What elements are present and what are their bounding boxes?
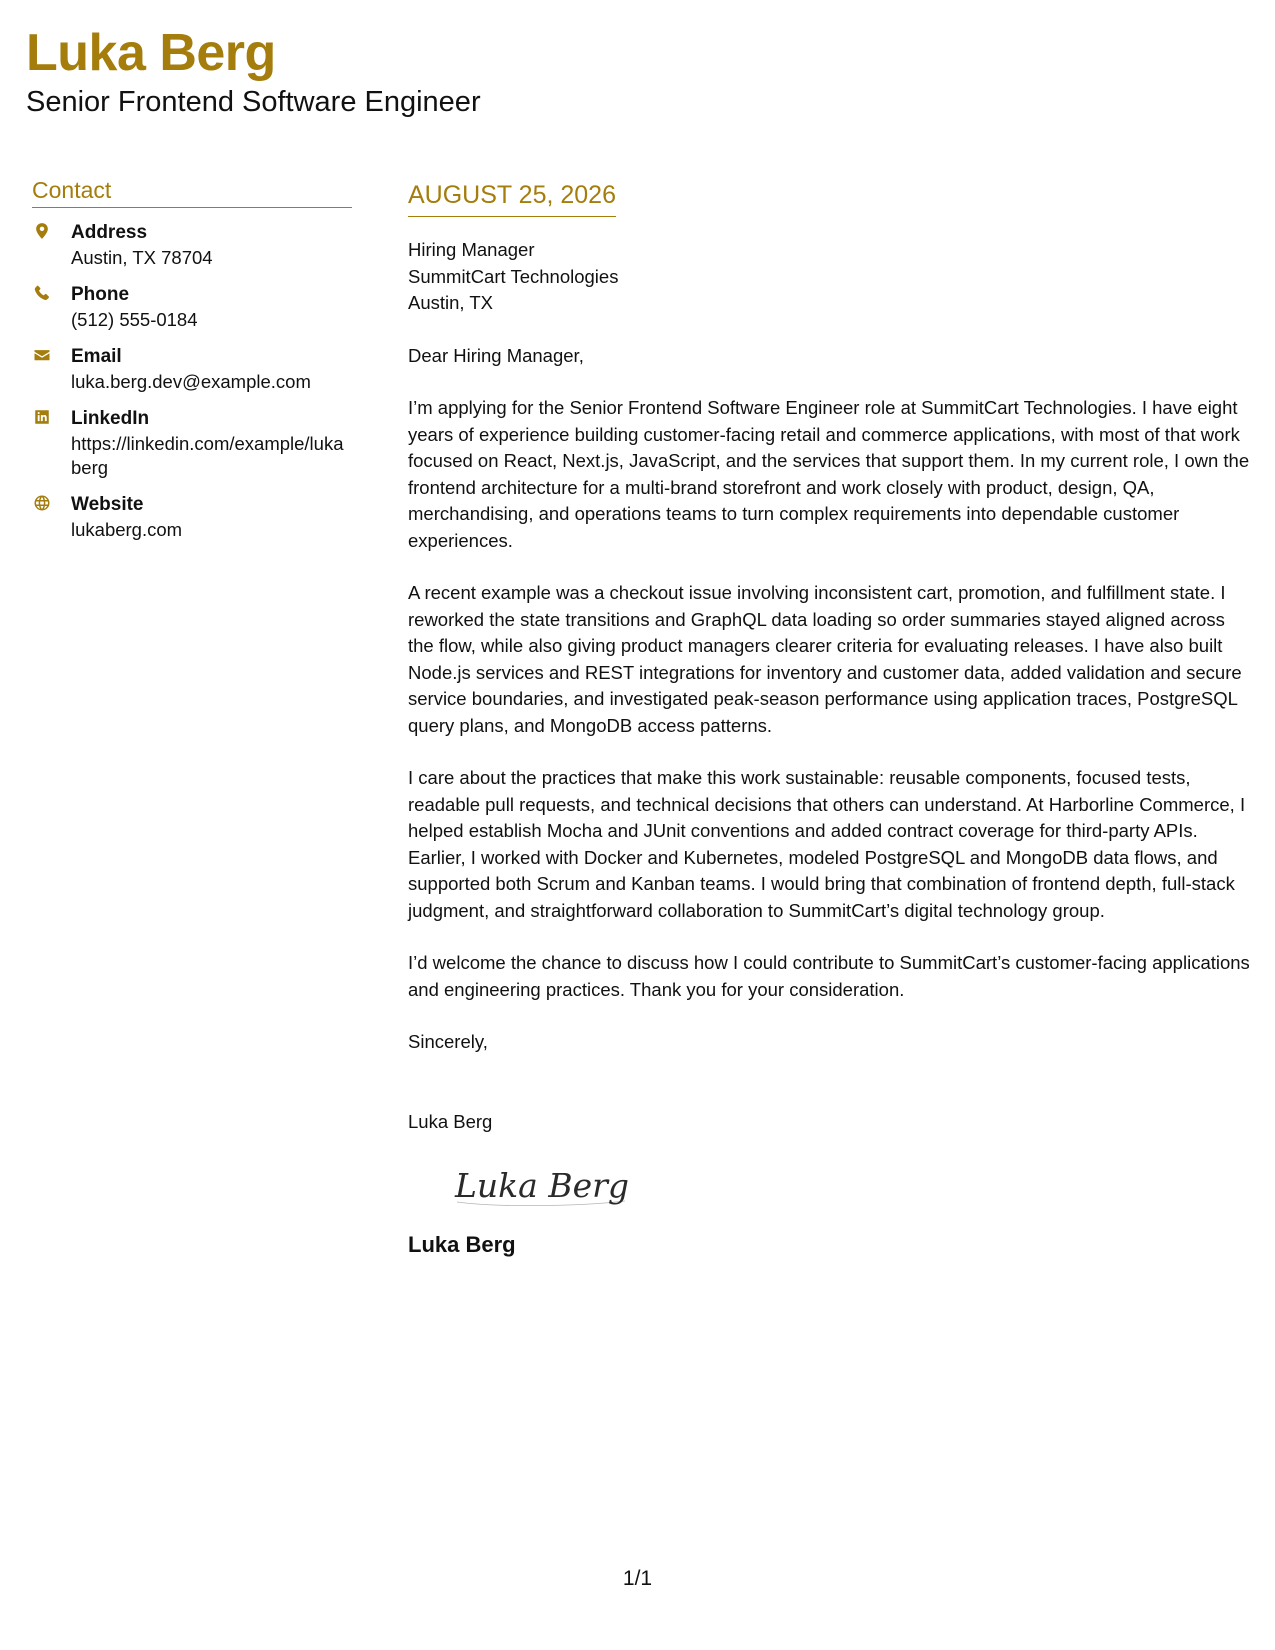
closing: Sincerely, [408,1031,488,1052]
contact-item-website [32,492,352,542]
contact-label: Website [71,494,144,515]
contact-label: LinkedIn [71,408,150,429]
map-pin-icon [32,221,52,241]
envelope-icon [32,345,52,365]
linkedin-icon [32,407,52,427]
salutation: Dear Hiring Manager, [408,344,584,366]
paragraph: I’m applying for the Senior Frontend Software Engineer role at SummitCart Technologies. I have eight years of experience building customer-facing retail and commerce applications, with most of that work focused on React, Next.js, JavaScript, and the services that support them. In my current role, I own the frontend architecture for a multi-brand storefront and work closely with product, design, QA, merchandising, and operations teams to turn complex requirements into dependable customer experiences. [408,397,1250,551]
contact-list [32,220,352,542]
letter-date: AUGUST 25, 2026 [408,178,616,217]
contact-item-email [32,344,352,394]
contact-label: Email [71,346,122,367]
recipient-line: Hiring Manager [408,239,535,260]
email-value[interactable]: luka.berg.dev@example.com [71,371,311,392]
signature-name: Luka Berg [408,1232,516,1257]
contact-label: Phone [71,284,130,305]
contact-heading: Contact [32,175,352,208]
address-value: Austin, TX 78704 [71,247,213,268]
paragraph: A recent example was a checkout issue involving inconsistent cart, promotion, and fulfillment state. I reworked the state transitions and GraphQL data loading so order summaries stayed aligned across the flow, while also giving product managers clearer criteria for evaluating releases. I have also built Node.js services and REST integrations for inventory and customer data, added validation and secure service boundaries, and investigated peak-season performance using application traces, PostgreSQL query plans, and MongoDB access patterns. [408,582,1242,736]
handwritten-signature [453,1157,633,1213]
linkedin-value[interactable]: https://linkedin.com/example/lukaberg [71,433,344,478]
applicant-name: Luka Berg [26,24,276,82]
phone-value: (512) 555-0184 [71,309,198,330]
typed-name: Luka Berg [408,1110,493,1132]
letter-body [408,178,1253,1259]
phone-icon [32,283,52,303]
applicant-title: Senior Frontend Software Engineer [26,86,481,118]
recipient-location: Austin, TX [408,292,494,313]
recipient-block [408,237,1253,317]
signature-text: Luka Berg [455,1166,630,1205]
contact-item-address [32,220,352,270]
page-number: 1/1 [622,1567,653,1590]
contact-sidebar [32,175,352,554]
contact-label: Address [71,222,148,243]
globe-icon [32,493,52,513]
paragraph: I care about the practices that make this work sustainable: reusable components, focused tests, readable pull requests, and technical decisions that others can understand. At Harborline Commerce, I helped establish Mocha and JUnit conventions and added contract coverage for third-party APIs. Earlier, I worked with Docker and Kubernetes, modeled PostgreSQL and MongoDB data flows, and supported both Scrum and Kanban teams. I would bring that combination of frontend depth, full-stack judgment, and straightforward collaboration to SummitCart’s digital technology group. [408,767,1246,921]
contact-item-phone [32,282,352,332]
paragraph: I’d welcome the chance to discuss how I could contribute to SummitCart’s customer-facing applications and engineering practices. Thank you for your consideration. [408,952,1250,1000]
website-value[interactable]: lukaberg.com [71,519,183,540]
letter-header [26,22,481,120]
recipient-company: SummitCart Technologies [408,265,619,287]
contact-item-linkedin [32,406,352,480]
